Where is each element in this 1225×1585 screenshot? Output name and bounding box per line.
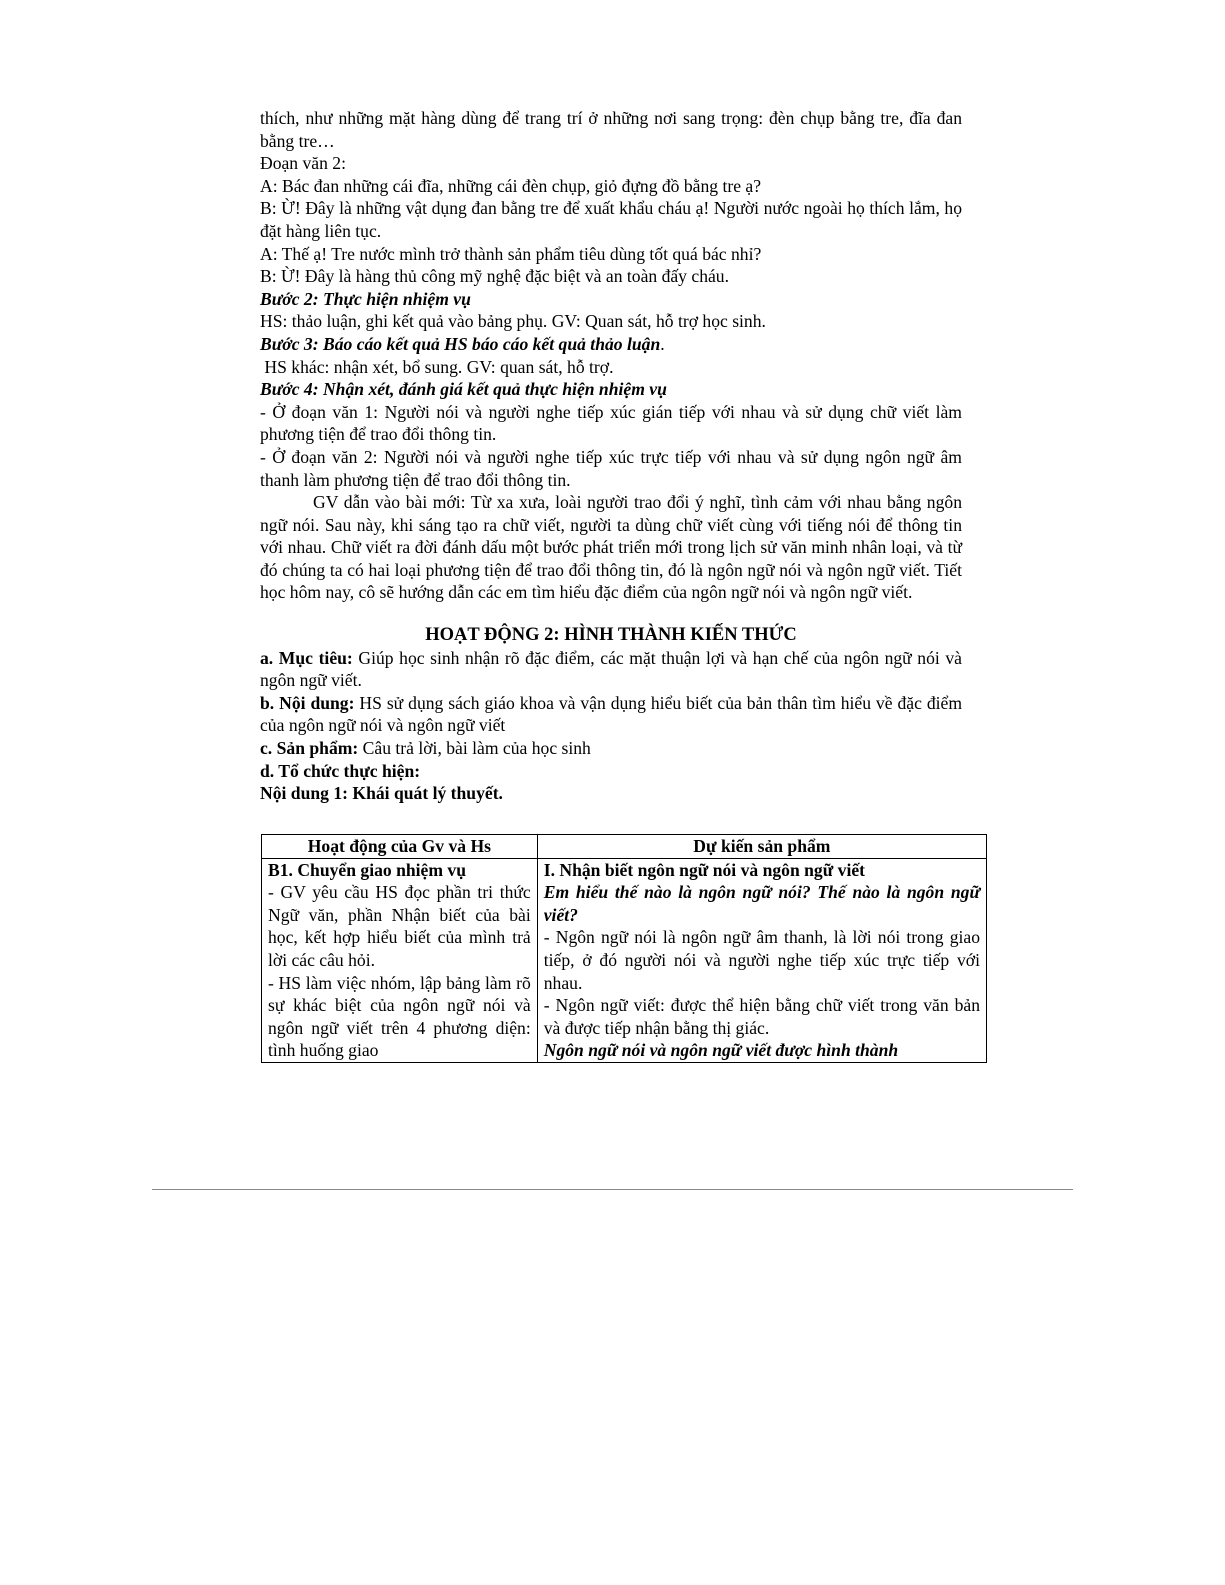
step-4-title: Bước 4: Nhận xét, đánh giá kết quả thực hiện nhiệm vụ	[260, 379, 667, 400]
objective-label: a. Mục tiêu:	[260, 647, 353, 668]
page-footer-divider	[152, 1189, 1073, 1190]
dialog-line: A: Bác đan những cái đĩa, những cái đèn chụp, giỏ đựng đồ bằng tre ạ?	[260, 175, 762, 196]
step-2-text: HS: thảo luận, ghi kết quả vào bảng phụ. GV: Quan sát, hỗ trợ học sinh.	[260, 311, 766, 332]
section-title: I. Nhận biết ngôn ngữ nói và ngôn ngữ viết	[543, 859, 866, 880]
dialog-line: B: Ừ! Đây là những vật dụng đan bằng tre để xuất khẩu cháu ạ! Người nước ngoài họ thích lắm, họ đặt hàng liên tục.	[260, 198, 962, 241]
step-4-line: - Ở đoạn văn 1: Người nói và người nghe tiếp xúc gián tiếp với nhau và sử dụng chữ viết làm phương tiện để trao đổi thông tin.	[260, 401, 962, 445]
product-line: - Ngôn ngữ nói là ngôn ngữ âm thanh, là lời nói trong giao tiếp, ở đó người nói và người nghe tiếp xúc trực tiếp với nhau.	[543, 927, 980, 993]
teacher-intro-paragraph: GV dẫn vào bài mới: Từ xa xưa, loài người trao đổi ý nghĩ, tình cảm với nhau bằng ngôn ngữ nói. Sau này, khi sáng tạo ra chữ viết, người ta dùng chữ viết cùng với tiếng nói để thông tin với nhau. Chữ viết ra đời đánh dấu một bước phát triển mới trong lịch sử văn minh nhân loại, và từ đó chúng ta có hai loại phương tiện để trao đổi thông tin, đó là ngôn ngữ nói và ngôn ngữ viết. Tiết học hôm nay, cô sẽ hướng dẫn các em tìm hiểu đặc điểm của ngôn ngữ nói và ngôn ngữ viết.	[260, 492, 962, 603]
passage-2-label: Đoạn văn 2:	[260, 153, 346, 174]
product-label: c. Sản phẩm:	[260, 738, 359, 759]
table-row	[262, 858, 987, 1062]
step-4-line: - Ở đoạn văn 2: Người nói và người nghe tiếp xúc trực tiếp với nhau và sử dụng ngôn ngữ âm thanh làm phương tiện để trao đổi thông tin.	[260, 446, 962, 490]
document-body	[260, 107, 962, 805]
table-cell-activity	[262, 858, 538, 1062]
content-1-label: Nội dung 1: Khái quát lý thuyết.	[260, 783, 503, 804]
intro-paragraph: thích, như những mặt hàng dùng để trang trí ở những nơi sang trọng: đèn chụp bằng tre, đĩa đan bằng tre…	[260, 108, 962, 151]
objective-text: Giúp học sinh nhận rõ đặc điểm, các mặt thuận lợi và hạn chế của ngôn ngữ nói và ngôn ngữ viết.	[260, 647, 962, 691]
table-header-activity: Hoạt động của Gv và Hs	[262, 835, 538, 859]
task-line: - HS làm việc nhóm, lập bảng làm rõ sự khác biệt của ngôn ngữ nói và ngôn ngữ viết trên 4 phương diện: tình huống giao	[268, 972, 531, 1061]
activity-2-heading: HOẠT ĐỘNG 2: HÌNH THÀNH KIẾN THỨC	[425, 625, 797, 646]
content-line	[260, 692, 962, 737]
product-line: Ngôn ngữ nói và ngôn ngữ viết được hình thành	[543, 1040, 899, 1061]
step-2-title: Bước 2: Thực hiện nhiệm vụ	[260, 288, 471, 309]
objective-line	[260, 647, 962, 692]
table-header-row	[262, 835, 987, 859]
table-header-product: Dự kiến sản phẩm	[537, 835, 986, 859]
step-3-title-line	[260, 333, 962, 356]
lesson-plan-table	[261, 834, 987, 1063]
organization-label: d. Tổ chức thực hiện:	[260, 760, 421, 781]
dialog-line: A: Thế ạ! Tre nước mình trở thành sản phẩm tiêu dùng tốt quá bác nhỉ?	[260, 243, 762, 264]
step-3-period: .	[660, 333, 665, 354]
step-3-title: Bước 3: Báo cáo kết quả HS báo cáo kết quả thảo luận	[260, 333, 661, 354]
dialog-line: B: Ừ! Đây là hàng thủ công mỹ nghệ đặc biệt và an toàn đấy cháu.	[260, 266, 729, 287]
product-text: Câu trả lời, bài làm của học sinh	[358, 738, 591, 759]
product-line: - Ngôn ngữ viết: được thể hiện bằng chữ viết trong văn bản và được tiếp nhận bằng thị giác.	[543, 995, 980, 1038]
question: Em hiểu thế nào là ngôn ngữ nói? Thế nào là ngôn ngữ viết?	[543, 882, 980, 925]
product-line	[260, 737, 962, 760]
content-label: b. Nội dung:	[260, 692, 355, 713]
task-transfer-title: B1. Chuyển giao nhiệm vụ	[268, 859, 466, 880]
step-3-text: HS khác: nhận xét, bổ sung. GV: quan sát, hỗ trợ.	[260, 356, 614, 377]
task-line: - GV yêu cầu HS đọc phần tri thức Ngữ văn, phần Nhận biết của bài học, kết hợp hiểu biết của mình trả lời các câu hỏi.	[268, 882, 531, 970]
content-text: HS sử dụng sách giáo khoa và vận dụng hiểu biết của bản thân tìm hiểu về đặc điểm của ngôn ngữ nói và ngôn ngữ viết	[260, 692, 963, 736]
table-cell-product	[537, 858, 986, 1062]
